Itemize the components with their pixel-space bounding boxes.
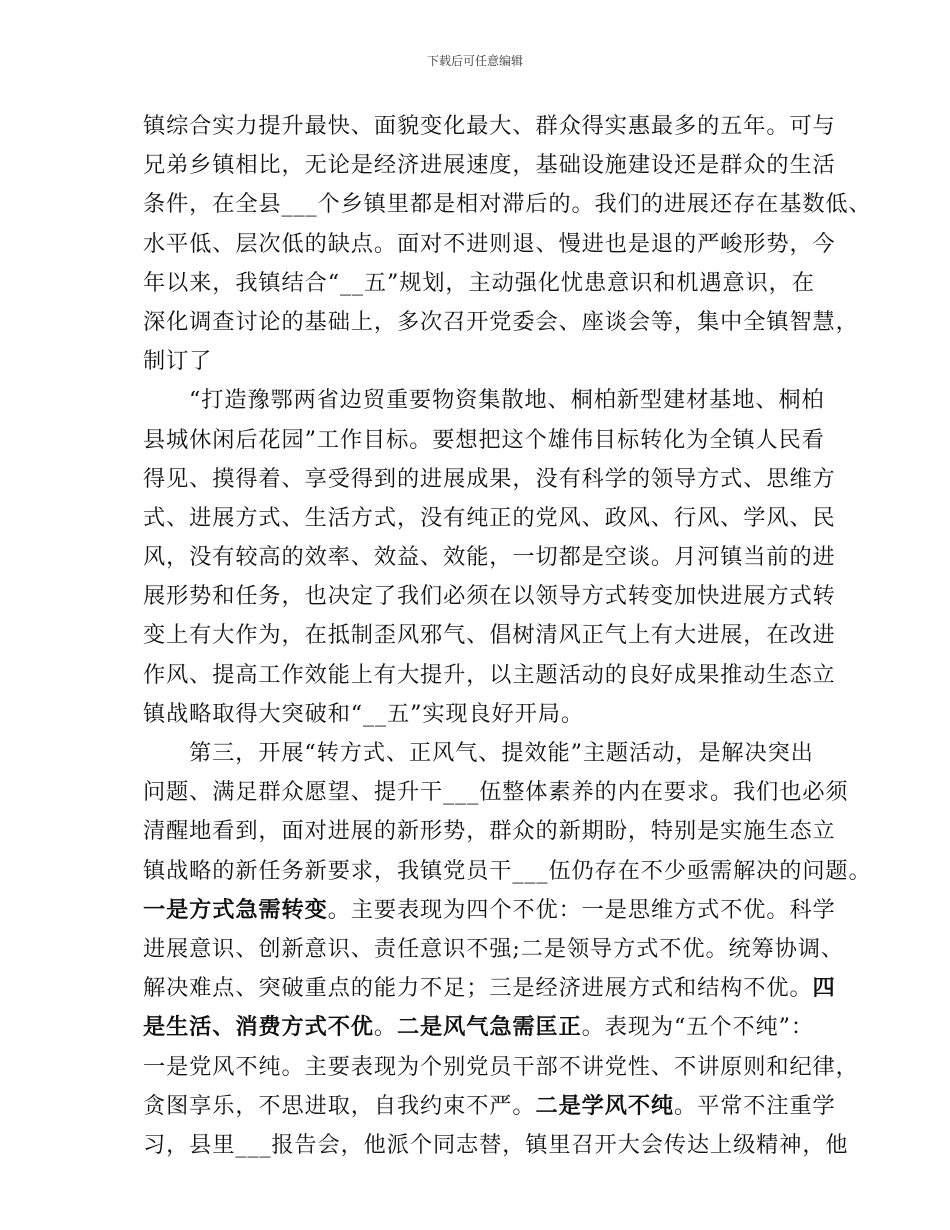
text-line (143, 1048, 859, 1087)
header-text: 下载后可任意编辑 (426, 54, 523, 68)
text-run: 清醒地看到，面对进展的新形势，群众的新期盼，特别是实施生态立 (143, 818, 836, 845)
text-line (143, 1126, 849, 1165)
bold-run: 二是风气急需匡正 (396, 1014, 582, 1041)
text-run: 展形势和任务，也决定了我们必须在以领导方式转变加快进展方式转 (143, 583, 836, 610)
text-run: 作风、提高工作效能上有大提升，以主题活动的良好成果推动生态立 (143, 661, 836, 688)
text-run: 县城休闲后花园”工作目标。要想把这个雄伟目标转化为全镇人民看 (143, 426, 825, 453)
text-run: 贪图享乐，不思进取，自我约束不严。 (143, 1092, 536, 1119)
text-line (143, 460, 836, 499)
text-line (143, 225, 836, 264)
text-line (143, 695, 810, 734)
text-run: 。表现为“五个不纯”： (581, 1014, 814, 1041)
text-line (143, 185, 872, 224)
text-run: 一是党风不纯。主要表现为个别党员干部不讲党性、不讲原则和纪律， (143, 1053, 859, 1080)
page-header (0, 53, 950, 69)
text-run: 。平常不注重学 (674, 1092, 836, 1119)
text-line (143, 342, 810, 381)
text-run: 变上有大作为，在抵制歪风邪气、倡树清风正气上有大进展，在改进 (143, 622, 836, 649)
text-line (143, 146, 836, 185)
bold-run: 四 (812, 975, 836, 1002)
text-run: 进展意识、创新意识、责任意识不强;二是领导方式不优。统筹协调、 (143, 935, 844, 962)
text-line (143, 852, 872, 891)
text-line (143, 577, 836, 616)
text-line (143, 303, 859, 342)
paragraph-first-line (143, 734, 814, 773)
text-run: 。主要表现为四个不优：一是思维方式不优。科学 (327, 896, 836, 923)
text-run: 式、进展方式、生活方式，没有纯正的党风、政风、行风、学风、民 (143, 504, 836, 531)
text-line (143, 812, 836, 851)
text-line (143, 538, 836, 577)
text-line (143, 891, 836, 930)
text-line (143, 656, 836, 695)
paragraph-first-line (143, 381, 825, 420)
text-run: 风，没有较高的效率、效益、效能，一切都是空谈。月河镇当前的进 (143, 544, 836, 571)
text-line (143, 499, 836, 538)
bold-run: 二是学风不纯 (535, 1092, 675, 1119)
text-line (143, 264, 815, 303)
bold-run: 是生活、消费方式不优 (143, 1014, 374, 1041)
text-run: 兄弟乡镇相比，无论是经济进展速度，基础设施建设还是群众的生活 (143, 152, 836, 179)
text-run: 镇战略的新任务新要求，我镇党员干___伍仍存在不少亟需解决的问题。 (143, 857, 872, 884)
text-run: 问题、满足群众愿望、提升干___伍整体素养的内在要求。我们也必须 (143, 779, 849, 806)
text-run: 解决难点、突破重点的能力不足；三是经济进展方式和结构不优。 (143, 975, 813, 1002)
text-line (143, 421, 825, 460)
text-run: “打造豫鄂两省边贸重要物资集散地、桐柏新型建材基地、桐柏 (189, 387, 825, 414)
text-line (143, 1087, 836, 1126)
text-run: 。 (373, 1014, 397, 1041)
text-line (143, 616, 836, 655)
text-line (143, 107, 836, 146)
text-run: 习，县里___报告会，他派个同志替，镇里召开大会传达上级精神，他 (143, 1131, 849, 1158)
text-run: 镇综合实力提升最快、面貌变化最大、群众得实惠最多的五年。可与 (143, 113, 836, 139)
text-run: 条件，在全县___个乡镇里都是相对滞后的。我们的进展还存在基数低、 (143, 191, 872, 218)
text-line (143, 773, 849, 812)
text-line (143, 930, 844, 969)
text-line (143, 1008, 814, 1047)
text-run: 第三，开展“转方式、正风气、提效能”主题活动，是解决突出 (189, 740, 814, 766)
text-run: 深化调查讨论的基础上，多次召开党委会、座谈会等，集中全镇智慧， (143, 308, 859, 335)
text-run: 制订了 (143, 348, 213, 375)
text-run: 得见、摸得着、享受得到的进展成果，没有科学的领导方式、思维方 (143, 465, 836, 492)
bold-run: 一是方式急需转变 (143, 896, 328, 923)
text-run: 镇战略取得大突破和“__五”实现良好开局。 (143, 700, 584, 727)
text-run: 年以来，我镇结合“__五”规划，主动强化忧患意识和机遇意识，在 (143, 269, 815, 296)
text-line (143, 969, 836, 1008)
text-run: 水平低、层次低的缺点。面对不进则退、慢进也是退的严峻形势，今 (143, 230, 836, 257)
document-body (143, 107, 872, 1165)
